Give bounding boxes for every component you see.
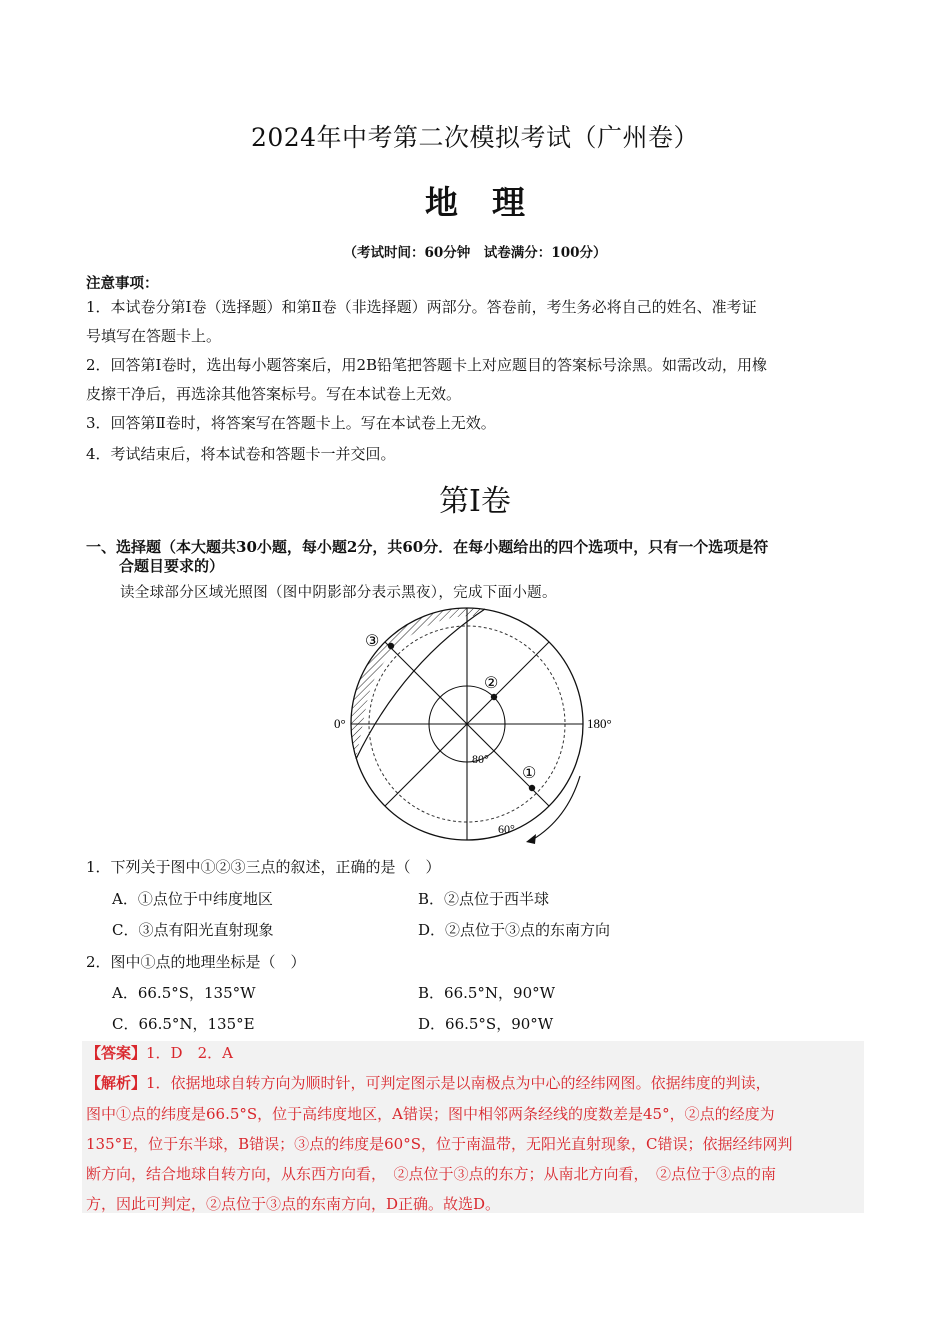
q2-option-d: D．66.5°S，90°W: [418, 1015, 554, 1033]
meridians: [351, 608, 583, 840]
section-heading: [86, 538, 876, 576]
label-0-degree: 0°: [334, 716, 346, 731]
notice-line: 号填写在答题卡上。: [86, 327, 222, 345]
answer-text: 1．D 2．A: [146, 1044, 233, 1062]
exam-info: （考试时间：60分钟 试卷满分：100分）: [343, 245, 607, 261]
notice-line: 1．本试卷分第Ⅰ卷（选择题）和第Ⅱ卷（非选择题）两部分。答卷前，考生务必将自己的姓名、准考证: [86, 298, 757, 316]
point-3-label: ③: [365, 631, 380, 650]
section-heading-line2: 合题目要求的）: [119, 557, 225, 575]
q1-option-c: C．③点有阳光直射现象: [112, 921, 274, 939]
analysis-line: 断方向，结合地球自转方向，从东西方向看， ②点位于③点的东方；从南北方向看， ②点位于③点的南: [86, 1165, 777, 1183]
answer-tag: 【答案】: [86, 1044, 147, 1062]
section-intro: 读全球部分区域光照图（图中阴影部分表示黑夜），完成下面小题。: [120, 585, 557, 601]
notice-line: 皮擦干净后，再选涂其他答案标号。写在本试卷上无效。: [86, 385, 462, 403]
analysis-line: [86, 1069, 866, 1098]
illumination-figure: [322, 604, 632, 844]
analysis-line: 方，因此可判定，②点位于③点的东南方向，D正确。故选D。: [86, 1195, 501, 1213]
point-2-dot: [491, 694, 497, 700]
analysis-tag: 【解析】: [86, 1074, 147, 1092]
notice-line: 2．回答第Ⅰ卷时，选出每小题答案后，用2B铅笔把答题卡上对应题目的答案标号涂黑。如需改动，用橡: [86, 356, 768, 374]
exam-title: 2024年中考第二次模拟考试（广州卷）: [250, 123, 700, 152]
answer-line: [86, 1039, 866, 1068]
analysis-line: 135°E，位于东半球，B错误；③点的纬度是60°S，位于南温带，无阳光直射现象，C错误；依据经纬网判: [86, 1135, 793, 1153]
q2-option-b: B．66.5°N，90°W: [418, 984, 556, 1002]
question-1-stem: 1．下列关于图中①②③三点的叙述，正确的是（ ）: [86, 858, 441, 876]
point-1-dot: [529, 785, 535, 791]
q1-option-d: D．②点位于③点的东南方向: [418, 921, 611, 939]
rotation-arrowhead: [526, 834, 536, 844]
q1-option-a: A．①点位于中纬度地区: [112, 890, 273, 908]
notice-heading: 注意事项：: [86, 275, 159, 292]
analysis-text: 1．依据地球自转方向为顺时针，可判定图示是以南极点为中心的经纬网图。依据纬度的判读，: [146, 1074, 771, 1092]
question-2-stem: 2．图中①点的地理坐标是（ ）: [86, 953, 306, 971]
point-3-dot: [388, 643, 394, 649]
volume-title: 第Ⅰ卷: [439, 484, 511, 519]
notice-line: 4．考试结束后，将本试卷和答题卡一并交回。: [86, 445, 396, 463]
notice-line: 3．回答第Ⅱ卷时，将答案写在答题卡上。写在本试卷上无效。: [86, 414, 496, 432]
point-1-label: ①: [522, 763, 537, 782]
point-2-label: ②: [484, 673, 499, 692]
q2-option-c: C．66.5°N，135°E: [112, 1015, 255, 1033]
subject-title: 地理: [425, 183, 559, 222]
label-180-degree: 180°: [587, 716, 612, 731]
q2-option-a: A．66.5°S，135°W: [112, 984, 256, 1002]
label-60-degree: 60°: [498, 822, 515, 836]
label-80-degree: 80°: [472, 752, 489, 766]
q1-option-b: B．②点位于西半球: [418, 890, 550, 908]
section-heading-line1: 一、选择题（本大题共30小题，每小题2分，共60分．在每小题给出的四个选项中，只有一个选项是符: [86, 538, 769, 556]
rotation-arrow: [532, 776, 580, 840]
analysis-line: 图中①点的纬度是66.5°S，位于高纬度地区，A错误；图中相邻两条经线的度数差是45°，②点的经度为: [86, 1105, 775, 1123]
